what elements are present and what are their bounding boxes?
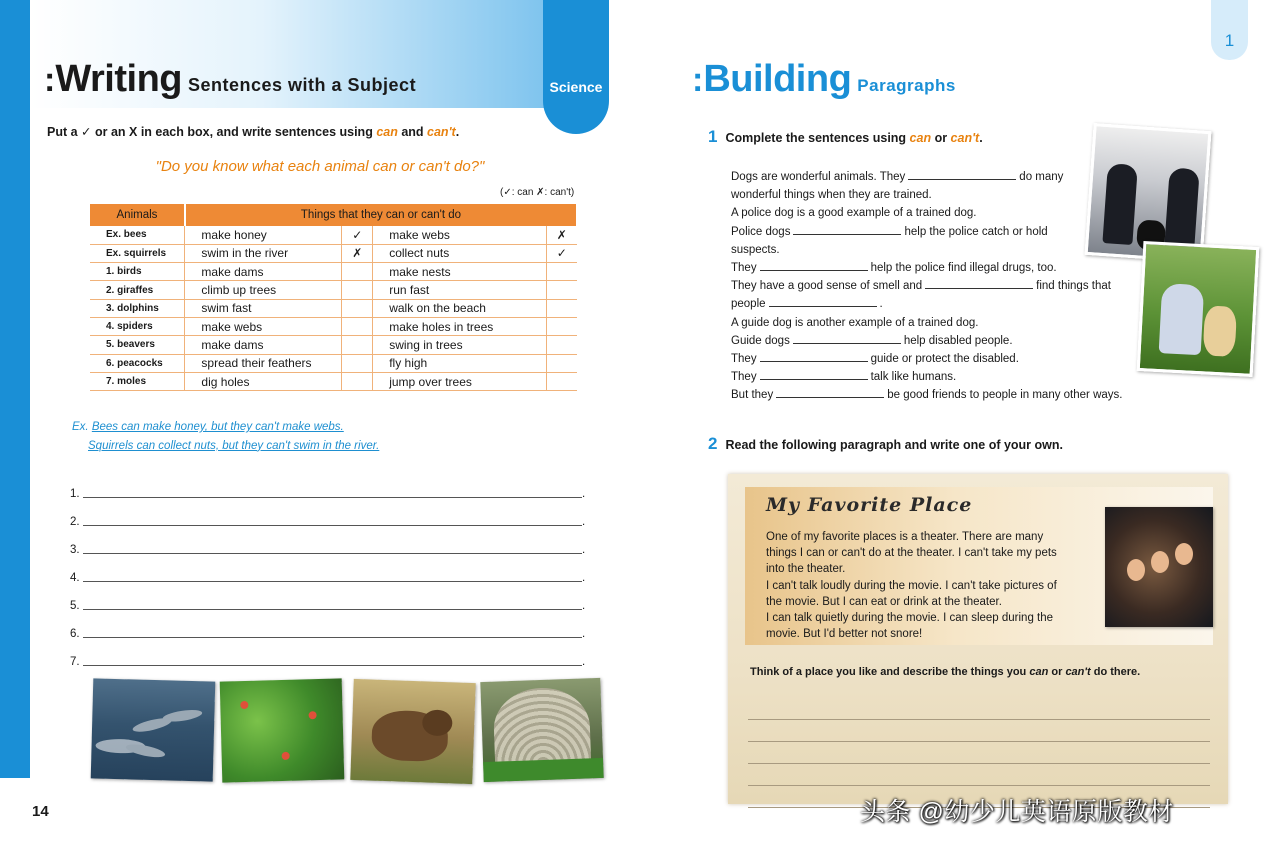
fill-text-before: They [731,352,757,365]
writing-line[interactable] [70,472,586,500]
think-text: Think of a place you like and describe the things you [750,666,1030,678]
page-title-writing [44,58,416,101]
fill-sentence [731,186,1141,204]
fill-blank[interactable] [760,352,868,362]
example-bees: Bees can make honey, but they can't make webs. [91,421,344,433]
table-row [90,263,577,281]
page-tab-number: 1 [1211,0,1248,60]
check-box-1[interactable] [342,354,373,372]
flower-dot [309,711,317,719]
answer-line[interactable] [748,720,1210,742]
fill-blank[interactable] [776,388,884,398]
fill-blank[interactable] [793,334,901,344]
fill-text-before: They [731,371,757,384]
fill-text-before: They have a good sense of smell and [731,280,923,293]
audience-face [1127,559,1145,581]
science-tab: Science [543,0,609,134]
section-1-text: Complete the sentences using [725,131,910,145]
audience-face [1175,543,1193,565]
flower-dot [240,701,248,709]
line-rule [83,514,582,526]
line-period: . [582,488,586,500]
table-row [90,299,577,317]
example-label: Ex. [72,421,89,433]
animal-name: Ex. bees [90,226,185,244]
answer-line[interactable] [748,742,1210,764]
page-title-building [692,58,956,101]
peacock-photo [480,678,603,782]
section-1-or: or [931,131,951,145]
answer-line[interactable] [748,698,1210,720]
animals-table [90,204,578,391]
theater-audience-photo [1105,507,1213,627]
check-box-2[interactable] [546,317,577,335]
answer-line[interactable] [748,764,1210,786]
fill-text-after: help the police catch or hold [904,225,1048,238]
fill-text-before: wonderful things when they are trained. [731,189,932,202]
line-number: 7. [70,656,80,668]
fill-text-before: A police dog is a good example of a trained dog. [731,207,977,220]
fill-blank[interactable] [793,225,901,235]
table-row [90,226,577,244]
writing-line[interactable] [70,556,586,584]
table-row [90,372,577,390]
activity-1: dig holes [185,372,342,390]
line-period: . [582,516,586,528]
check-box-1[interactable] [342,372,373,390]
fill-text-before: suspects. [731,243,780,256]
line-number: 6. [70,628,80,640]
activity-1: make dams [185,263,342,281]
fill-text-after: do many [1019,171,1064,183]
animal-quote: "Do you know what each animal can or can't do?" [155,158,485,175]
animal-name: 7. moles [90,372,185,390]
activity-2: make holes in trees [373,317,546,335]
police-officer [1102,163,1138,245]
line-rule [83,542,582,554]
activity-1: spread their feathers [185,354,342,372]
fill-text-before: A guide dog is another example of a trained dog. [731,316,979,329]
line-period: . [582,656,586,668]
fill-sentence [731,368,1141,386]
instruction-and: and [397,125,428,139]
police-officer [1164,167,1200,249]
writing-line[interactable] [70,528,586,556]
animal-name: 2. giraffes [90,281,185,299]
think-end: do there. [1090,666,1141,678]
line-rule [83,598,582,610]
example-sentences [72,418,379,455]
line-number: 5. [70,600,80,612]
check-box-2[interactable] [546,263,577,281]
section-1-can: can [909,131,932,145]
fill-blank[interactable] [760,261,868,271]
writing-line[interactable] [70,640,586,668]
story-line: I can talk quietly during the movie. I can sleep during the [766,612,1054,625]
fill-sentence [731,168,1141,186]
section-1-number: 1 [708,127,718,146]
fill-sentence [731,386,1141,404]
left-blue-stripe [0,0,30,778]
guide-dog-photo [1137,241,1260,377]
beaver-photo [350,679,475,784]
header-things: Things that they can or can't do [185,204,577,226]
fill-sentence [731,204,1141,222]
story-paragraph [766,529,1084,642]
check-box-1[interactable]: ✓ [342,226,373,244]
story-line: movie. But I'd better not snore! [766,628,923,641]
story-title: My Favorite Place [766,494,973,516]
instruction-end: . [455,125,460,139]
line-rule [83,570,582,582]
fill-sentence [731,332,1141,350]
line-number: 2. [70,516,80,528]
fill-sentence [731,350,1141,368]
line-number: 3. [70,544,80,556]
think-instruction [750,666,1140,678]
section-2-text: Read the following paragraph and write one of your own. [725,438,1063,452]
instruction-text: Put a ✓ or an X in each box, and write sentences using [47,125,377,139]
title-subtitle: Sentences with a Subject [188,75,417,95]
check-box-1[interactable] [342,299,373,317]
check-box-2[interactable] [546,336,577,354]
think-or: or [1048,666,1066,678]
section-2-heading [708,434,1063,454]
line-number: 4. [70,572,80,584]
activity-2: run fast [373,281,546,299]
activity-2: walk on the beach [373,299,546,317]
fill-text-after: help the police find illegal drugs, too. [870,261,1057,274]
fill-text-after: be good friends to people in many other ways. [887,389,1123,402]
check-box-2[interactable] [546,299,577,317]
activity-1: climb up trees [185,281,342,299]
table-header-row [90,204,577,226]
fill-blank[interactable] [760,370,868,380]
watermark: 头条 @幼少儿英语原版教材 [860,798,1174,826]
section-1-end: . [979,131,983,145]
think-cant: can't [1065,666,1091,678]
activity-2: make nests [373,263,546,281]
table-row [90,244,577,262]
fill-text-after: guide or protect the disabled. [870,352,1019,365]
example-squirrels: Squirrels can collect nuts, but they can't swim in the river. [88,439,380,452]
fill-blank[interactable] [925,279,1033,289]
fill-in-sentences [731,168,1141,404]
check-box-2[interactable]: ✓ [546,244,577,262]
title-writing: Writing [55,58,182,100]
story-line: things I can or can't do at the theater. I can't take my pets [766,547,1057,560]
check-box-1[interactable] [342,317,373,335]
flower-dot [282,752,290,760]
check-box-1[interactable] [342,263,373,281]
line-period: . [582,572,586,584]
writing-line[interactable] [70,584,586,612]
dolphins-photo [91,678,216,781]
dolphin-shape [162,708,203,724]
instruction-can: can [376,125,398,139]
fill-sentence [731,277,1141,295]
animal-name: Ex. squirrels [90,244,185,262]
activity-2: swing in trees [373,336,546,354]
line-rule [83,626,582,638]
activity-2: make webs [373,226,546,244]
fill-text-before: Guide dogs [731,334,790,347]
dolphin-shape [125,742,166,760]
story-line: I can't talk loudly during the movie. I can't take pictures of [766,579,1057,592]
fill-text-before: But they [731,389,774,402]
fill-sentence [731,314,1141,332]
check-box-1[interactable]: ✗ [342,244,373,262]
giraffe-photo [220,678,345,782]
activity-2: jump over trees [373,372,546,390]
animal-name: 1. birds [90,263,185,281]
check-box-1[interactable] [342,281,373,299]
older-man [1159,283,1205,355]
story-line: One of my favorite places is a theater. There are many [766,531,1044,543]
think-can: can [1029,666,1049,678]
fill-text-after: . [879,298,883,311]
table-row [90,336,577,354]
title-paragraphs: Paragraphs [857,76,956,95]
line-period: . [582,628,586,640]
peacock-fan [493,686,592,769]
fill-text-before: They [731,261,757,274]
fill-sentence [731,259,1141,277]
writing-lines [70,472,586,668]
line-rule [83,486,582,498]
activity-1: swim in the river [185,244,342,262]
table-row [90,354,577,372]
activity-1: make honey [185,226,342,244]
left-instruction [47,124,459,139]
fill-text-after: help disabled people. [903,334,1013,347]
activity-1: make dams [185,336,342,354]
check-box-2[interactable] [546,354,577,372]
title-building: Building [703,58,852,100]
fill-sentence [731,295,1141,313]
fill-blank[interactable] [769,297,877,307]
fill-sentence [731,223,1141,241]
activity-1: make webs [185,317,342,335]
guide-dog [1203,305,1238,357]
fill-text-before: people [731,298,766,311]
fill-blank[interactable] [908,170,1016,180]
activity-2: collect nuts [373,244,546,262]
writing-line[interactable] [70,612,586,640]
writing-line[interactable] [70,500,586,528]
section-1-heading [708,127,983,147]
header-animals: Animals [90,204,185,226]
check-box-2[interactable]: ✗ [546,226,577,244]
title-colon: : [692,61,704,99]
fill-text-before: Police dogs [731,225,791,238]
table-row [90,281,577,299]
animal-name: 3. dolphins [90,299,185,317]
animal-name: 5. beavers [90,336,185,354]
example-line-1 [72,418,379,437]
story-line: the movie. But I can eat or drink at the theater. [766,595,1002,608]
line-number: 1. [70,488,80,500]
title-colon: : [44,61,56,99]
animal-name: 4. spiders [90,317,185,335]
check-box-2[interactable] [546,281,577,299]
line-period: . [582,600,586,612]
line-rule [83,654,582,666]
fill-sentence [731,241,1141,259]
activity-1: swim fast [185,299,342,317]
check-legend: (✓: can ✗: can't) [500,187,575,198]
page-number-left: 14 [32,803,49,820]
section-2-number: 2 [708,434,718,453]
fill-text-before: Dogs are wonderful animals. They [731,171,906,183]
instruction-cant: can't [427,125,456,139]
activity-2: fly high [373,354,546,372]
table-row [90,317,577,335]
fill-text-after: talk like humans. [870,371,957,384]
peacock-grass [483,758,604,782]
beaver-head [422,709,453,736]
line-period: . [582,544,586,556]
audience-face [1151,551,1169,573]
check-box-1[interactable] [342,336,373,354]
example-line-2 [72,437,379,456]
animal-name: 6. peacocks [90,354,185,372]
fill-text-after: find things that [1036,280,1111,293]
story-line: into the theater. [766,563,846,576]
check-box-2[interactable] [546,372,577,390]
section-1-cant: can't [950,131,980,145]
